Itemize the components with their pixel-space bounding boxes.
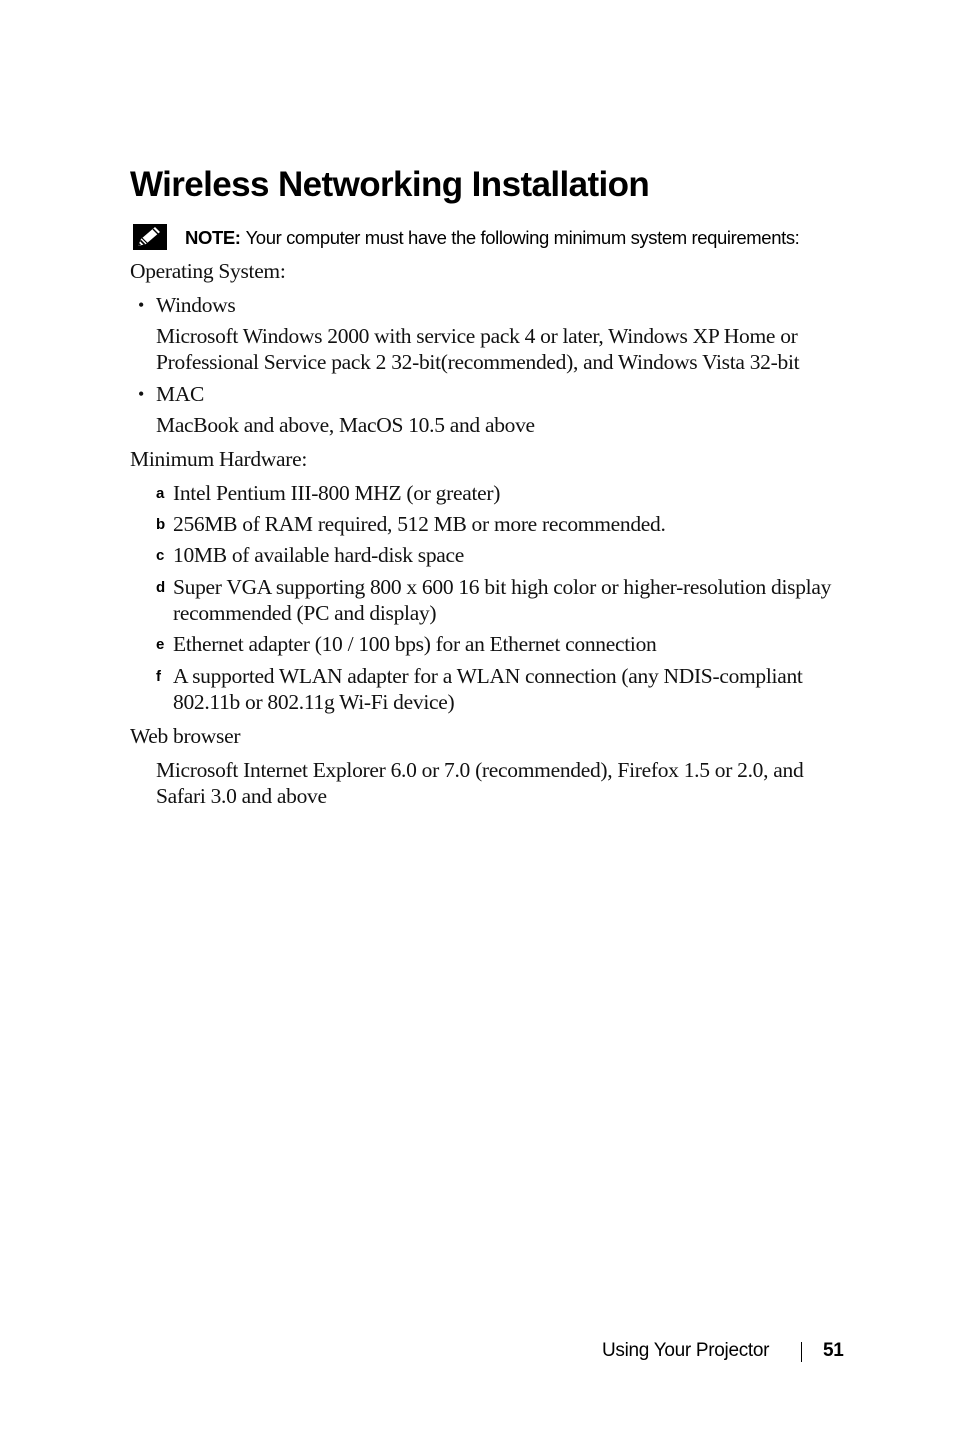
minimum-hardware-heading: Minimum Hardware:	[130, 447, 308, 471]
bullet-windows: •	[138, 295, 145, 315]
item-line: Super VGA supporting 800 x 600 16 bit high color or higher-resolution display	[173, 575, 832, 599]
list-letter-d: d	[156, 579, 166, 596]
note-label: NOTE:	[185, 227, 241, 248]
footer-divider	[801, 1342, 802, 1362]
detail-line: Professional Service pack 2 32-bit(recommended), and Windows Vista 32-bit	[156, 350, 800, 374]
list-letter-c: c	[156, 547, 165, 564]
detail-line: Safari 3.0 and above	[156, 784, 327, 808]
web-browser-details	[156, 757, 803, 809]
detail-line: Microsoft Windows 2000 with service pack 4 or later, Windows XP Home or	[156, 324, 798, 348]
item-line: A supported WLAN adapter for a WLAN connection (any NDIS-compliant	[173, 664, 803, 688]
os-item-windows: Windows	[156, 293, 236, 317]
page-number: 51	[823, 1340, 844, 1361]
footer-section-title: Using Your Projector	[602, 1340, 770, 1361]
os-windows-details	[156, 323, 799, 375]
hardware-item-a	[173, 480, 500, 506]
operating-system-heading: Operating System:	[130, 259, 286, 283]
note-text-line	[185, 226, 799, 250]
os-item-mac: MAC	[156, 382, 205, 406]
item-line: 802.11b or 802.11g Wi-Fi device)	[173, 690, 455, 714]
hardware-item-d	[173, 574, 831, 626]
list-letter-f: f	[156, 668, 161, 685]
os-mac-details: MacBook and above, MacOS 10.5 and above	[156, 413, 535, 437]
list-letter-e: e	[156, 636, 165, 653]
note-callout	[133, 224, 873, 256]
hardware-item-f	[173, 663, 803, 715]
bullet-mac: •	[138, 384, 145, 404]
hardware-item-c	[173, 542, 464, 568]
note-body: Your computer must have the following minimum system requirements:	[245, 227, 800, 248]
list-letter-a: a	[156, 485, 165, 502]
hardware-item-e	[173, 631, 656, 657]
item-line: recommended (PC and display)	[173, 601, 437, 625]
list-letter-b: b	[156, 516, 166, 533]
web-browser-heading: Web browser	[130, 724, 241, 748]
item-line: Ethernet adapter (10 / 100 bps) for an Ethernet connection	[173, 632, 657, 656]
item-line: 10MB of available hard-disk space	[173, 543, 465, 567]
item-line: 256MB of RAM required, 512 MB or more recommended.	[173, 512, 666, 536]
page-title: Wireless Networking Installation	[130, 165, 650, 204]
note-pencil-icon	[133, 224, 167, 250]
detail-line: Microsoft Internet Explorer 6.0 or 7.0 (recommended), Firefox 1.5 or 2.0, and	[156, 758, 804, 782]
item-line: Intel Pentium III-800 MHZ (or greater)	[173, 481, 501, 505]
hardware-item-b	[173, 511, 666, 537]
